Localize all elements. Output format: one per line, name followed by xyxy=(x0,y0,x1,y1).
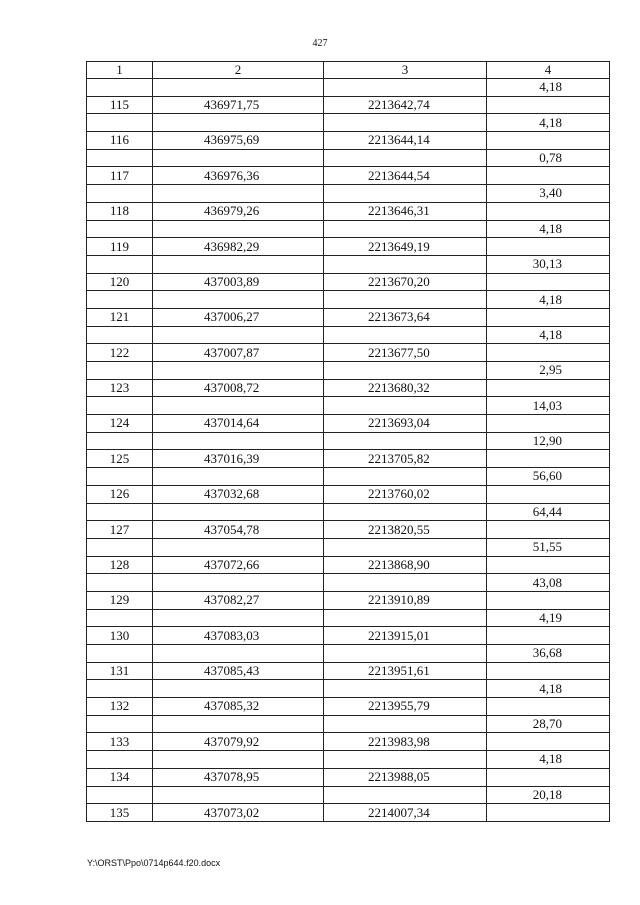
point-row xyxy=(87,698,610,716)
segment-length: 64,44 xyxy=(487,503,610,521)
x-coordinate: 436982,29 xyxy=(153,238,324,256)
x-coordinate xyxy=(153,291,324,309)
segment-length xyxy=(487,379,610,397)
y-coordinate xyxy=(324,680,487,698)
segment-length-row xyxy=(87,432,610,450)
point-number: 135 xyxy=(87,804,153,822)
x-coordinate: 436975,69 xyxy=(153,132,324,150)
x-coordinate xyxy=(153,680,324,698)
y-coordinate: 2213670,20 xyxy=(324,273,487,291)
x-coordinate: 437008,72 xyxy=(153,379,324,397)
point-number xyxy=(87,397,153,415)
x-coordinate xyxy=(153,574,324,592)
y-coordinate: 2213705,82 xyxy=(324,450,487,468)
segment-length xyxy=(487,733,610,751)
segment-length-row xyxy=(87,503,610,521)
y-coordinate xyxy=(324,645,487,663)
segment-length: 56,60 xyxy=(487,468,610,486)
segment-length-row xyxy=(87,680,610,698)
segment-length-row xyxy=(87,362,610,380)
y-coordinate xyxy=(324,715,487,733)
point-row xyxy=(87,733,610,751)
y-coordinate: 2213693,04 xyxy=(324,415,487,433)
point-number: 123 xyxy=(87,379,153,397)
y-coordinate xyxy=(324,609,487,627)
column-header: 2 xyxy=(153,62,324,79)
y-coordinate: 2213649,19 xyxy=(324,238,487,256)
y-coordinate: 2213988,05 xyxy=(324,768,487,786)
segment-length xyxy=(487,273,610,291)
y-coordinate: 2213760,02 xyxy=(324,485,487,503)
segment-length: 0,78 xyxy=(487,149,610,167)
segment-length: 4,18 xyxy=(487,114,610,132)
page-number: 427 xyxy=(312,38,328,49)
coordinates-table xyxy=(86,61,610,822)
x-coordinate: 437078,95 xyxy=(153,768,324,786)
segment-length-row xyxy=(87,574,610,592)
x-coordinate: 437073,02 xyxy=(153,804,324,822)
x-coordinate xyxy=(153,645,324,663)
y-coordinate: 2213868,90 xyxy=(324,556,487,574)
point-number: 122 xyxy=(87,344,153,362)
x-coordinate xyxy=(153,185,324,203)
x-coordinate: 436979,26 xyxy=(153,202,324,220)
point-number xyxy=(87,786,153,804)
y-coordinate xyxy=(324,326,487,344)
point-row xyxy=(87,485,610,503)
point-number: 130 xyxy=(87,627,153,645)
point-row xyxy=(87,521,610,539)
x-coordinate xyxy=(153,255,324,273)
y-coordinate xyxy=(324,362,487,380)
x-coordinate: 436971,75 xyxy=(153,96,324,114)
segment-length-row xyxy=(87,751,610,769)
point-number: 131 xyxy=(87,662,153,680)
y-coordinate xyxy=(324,468,487,486)
segment-length xyxy=(487,627,610,645)
x-coordinate: 437014,64 xyxy=(153,415,324,433)
point-number xyxy=(87,468,153,486)
point-number xyxy=(87,609,153,627)
point-number xyxy=(87,291,153,309)
point-number: 116 xyxy=(87,132,153,150)
point-row xyxy=(87,344,610,362)
table-header-row xyxy=(87,62,610,79)
segment-length: 51,55 xyxy=(487,538,610,556)
x-coordinate: 437079,92 xyxy=(153,733,324,751)
segment-length: 12,90 xyxy=(487,432,610,450)
segment-length: 36,68 xyxy=(487,645,610,663)
column-header: 4 xyxy=(487,62,610,79)
segment-length-row xyxy=(87,786,610,804)
point-number xyxy=(87,432,153,450)
x-coordinate xyxy=(153,149,324,167)
point-number: 118 xyxy=(87,202,153,220)
y-coordinate xyxy=(324,291,487,309)
x-coordinate: 437072,66 xyxy=(153,556,324,574)
footer-file-path: Y:\ORST\Ppo\0714p644.f20.docx xyxy=(87,858,221,868)
column-header: 3 xyxy=(324,62,487,79)
x-coordinate xyxy=(153,468,324,486)
point-number: 133 xyxy=(87,733,153,751)
x-coordinate: 437016,39 xyxy=(153,450,324,468)
y-coordinate: 2213983,98 xyxy=(324,733,487,751)
point-row xyxy=(87,379,610,397)
y-coordinate xyxy=(324,185,487,203)
segment-length-row xyxy=(87,715,610,733)
x-coordinate: 437083,03 xyxy=(153,627,324,645)
x-coordinate xyxy=(153,715,324,733)
x-coordinate: 437007,87 xyxy=(153,344,324,362)
point-number xyxy=(87,185,153,203)
x-coordinate: 437085,43 xyxy=(153,662,324,680)
point-number xyxy=(87,362,153,380)
point-number: 120 xyxy=(87,273,153,291)
x-coordinate xyxy=(153,362,324,380)
segment-length-row xyxy=(87,185,610,203)
segment-length xyxy=(487,768,610,786)
segment-length: 4,18 xyxy=(487,220,610,238)
point-number: 127 xyxy=(87,521,153,539)
segment-length xyxy=(487,344,610,362)
x-coordinate xyxy=(153,538,324,556)
segment-length-row xyxy=(87,255,610,273)
point-number xyxy=(87,680,153,698)
point-number xyxy=(87,503,153,521)
segment-length-row xyxy=(87,397,610,415)
point-number: 132 xyxy=(87,698,153,716)
x-coordinate xyxy=(153,786,324,804)
point-number: 134 xyxy=(87,768,153,786)
point-number xyxy=(87,255,153,273)
x-coordinate xyxy=(153,326,324,344)
y-coordinate xyxy=(324,786,487,804)
segment-length xyxy=(487,698,610,716)
x-coordinate xyxy=(153,751,324,769)
point-number: 115 xyxy=(87,96,153,114)
column-header: 1 xyxy=(87,62,153,79)
y-coordinate: 2213915,01 xyxy=(324,627,487,645)
y-coordinate: 2213677,50 xyxy=(324,344,487,362)
segment-length xyxy=(487,167,610,185)
x-coordinate: 437085,32 xyxy=(153,698,324,716)
point-number: 126 xyxy=(87,485,153,503)
x-coordinate xyxy=(153,220,324,238)
y-coordinate: 2213910,89 xyxy=(324,591,487,609)
x-coordinate xyxy=(153,79,324,97)
point-row xyxy=(87,238,610,256)
segment-length xyxy=(487,485,610,503)
x-coordinate: 437006,27 xyxy=(153,308,324,326)
y-coordinate xyxy=(324,220,487,238)
y-coordinate xyxy=(324,574,487,592)
segment-length: 28,70 xyxy=(487,715,610,733)
point-number xyxy=(87,149,153,167)
point-number: 128 xyxy=(87,556,153,574)
y-coordinate xyxy=(324,114,487,132)
y-coordinate: 2213673,64 xyxy=(324,308,487,326)
y-coordinate: 2213951,61 xyxy=(324,662,487,680)
point-row xyxy=(87,96,610,114)
segment-length xyxy=(487,804,610,822)
segment-length: 4,18 xyxy=(487,291,610,309)
segment-length-row xyxy=(87,220,610,238)
segment-length-row xyxy=(87,645,610,663)
segment-length xyxy=(487,96,610,114)
point-row xyxy=(87,167,610,185)
segment-length: 4,18 xyxy=(487,751,610,769)
point-number xyxy=(87,751,153,769)
point-row xyxy=(87,308,610,326)
segment-length xyxy=(487,238,610,256)
segment-length-row xyxy=(87,468,610,486)
y-coordinate xyxy=(324,538,487,556)
segment-length: 20,18 xyxy=(487,786,610,804)
point-number xyxy=(87,79,153,97)
y-coordinate: 2213644,14 xyxy=(324,132,487,150)
point-number xyxy=(87,114,153,132)
segment-length xyxy=(487,591,610,609)
point-number: 129 xyxy=(87,591,153,609)
y-coordinate xyxy=(324,255,487,273)
x-coordinate: 437054,78 xyxy=(153,521,324,539)
x-coordinate: 437032,68 xyxy=(153,485,324,503)
point-row xyxy=(87,450,610,468)
segment-length xyxy=(487,308,610,326)
segment-length-row xyxy=(87,326,610,344)
segment-length: 43,08 xyxy=(487,574,610,592)
point-number: 119 xyxy=(87,238,153,256)
point-number xyxy=(87,645,153,663)
point-number xyxy=(87,574,153,592)
point-row xyxy=(87,662,610,680)
point-number xyxy=(87,715,153,733)
segment-length xyxy=(487,202,610,220)
y-coordinate: 2213646,31 xyxy=(324,202,487,220)
x-coordinate xyxy=(153,114,324,132)
segment-length xyxy=(487,662,610,680)
segment-length: 4,19 xyxy=(487,609,610,627)
point-number: 125 xyxy=(87,450,153,468)
segment-length xyxy=(487,450,610,468)
table-body xyxy=(87,79,610,822)
segment-length-row xyxy=(87,538,610,556)
x-coordinate: 436976,36 xyxy=(153,167,324,185)
y-coordinate: 2214007,34 xyxy=(324,804,487,822)
x-coordinate: 437082,27 xyxy=(153,591,324,609)
segment-length-row xyxy=(87,609,610,627)
x-coordinate xyxy=(153,397,324,415)
x-coordinate xyxy=(153,432,324,450)
segment-length: 4,18 xyxy=(487,680,610,698)
point-row xyxy=(87,556,610,574)
segment-length: 3,40 xyxy=(487,185,610,203)
segment-length xyxy=(487,415,610,433)
y-coordinate: 2213642,74 xyxy=(324,96,487,114)
point-row xyxy=(87,202,610,220)
segment-length: 4,18 xyxy=(487,79,610,97)
y-coordinate xyxy=(324,149,487,167)
y-coordinate xyxy=(324,79,487,97)
point-row xyxy=(87,132,610,150)
segment-length-row xyxy=(87,79,610,97)
segment-length xyxy=(487,132,610,150)
segment-length: 30,13 xyxy=(487,255,610,273)
y-coordinate: 2213955,79 xyxy=(324,698,487,716)
point-number: 117 xyxy=(87,167,153,185)
point-number: 124 xyxy=(87,415,153,433)
segment-length-row xyxy=(87,291,610,309)
y-coordinate xyxy=(324,751,487,769)
point-number xyxy=(87,538,153,556)
segment-length: 2,95 xyxy=(487,362,610,380)
segment-length: 4,18 xyxy=(487,326,610,344)
y-coordinate: 2213680,32 xyxy=(324,379,487,397)
point-row xyxy=(87,768,610,786)
y-coordinate xyxy=(324,397,487,415)
point-number: 121 xyxy=(87,308,153,326)
point-row xyxy=(87,273,610,291)
point-number xyxy=(87,220,153,238)
segment-length-row xyxy=(87,149,610,167)
point-number xyxy=(87,326,153,344)
y-coordinate: 2213644,54 xyxy=(324,167,487,185)
y-coordinate xyxy=(324,432,487,450)
x-coordinate xyxy=(153,609,324,627)
segment-length xyxy=(487,521,610,539)
point-row xyxy=(87,627,610,645)
point-row xyxy=(87,804,610,822)
x-coordinate: 437003,89 xyxy=(153,273,324,291)
point-row xyxy=(87,415,610,433)
segment-length-row xyxy=(87,114,610,132)
x-coordinate xyxy=(153,503,324,521)
segment-length: 14,03 xyxy=(487,397,610,415)
segment-length xyxy=(487,556,610,574)
point-row xyxy=(87,591,610,609)
y-coordinate xyxy=(324,503,487,521)
y-coordinate: 2213820,55 xyxy=(324,521,487,539)
